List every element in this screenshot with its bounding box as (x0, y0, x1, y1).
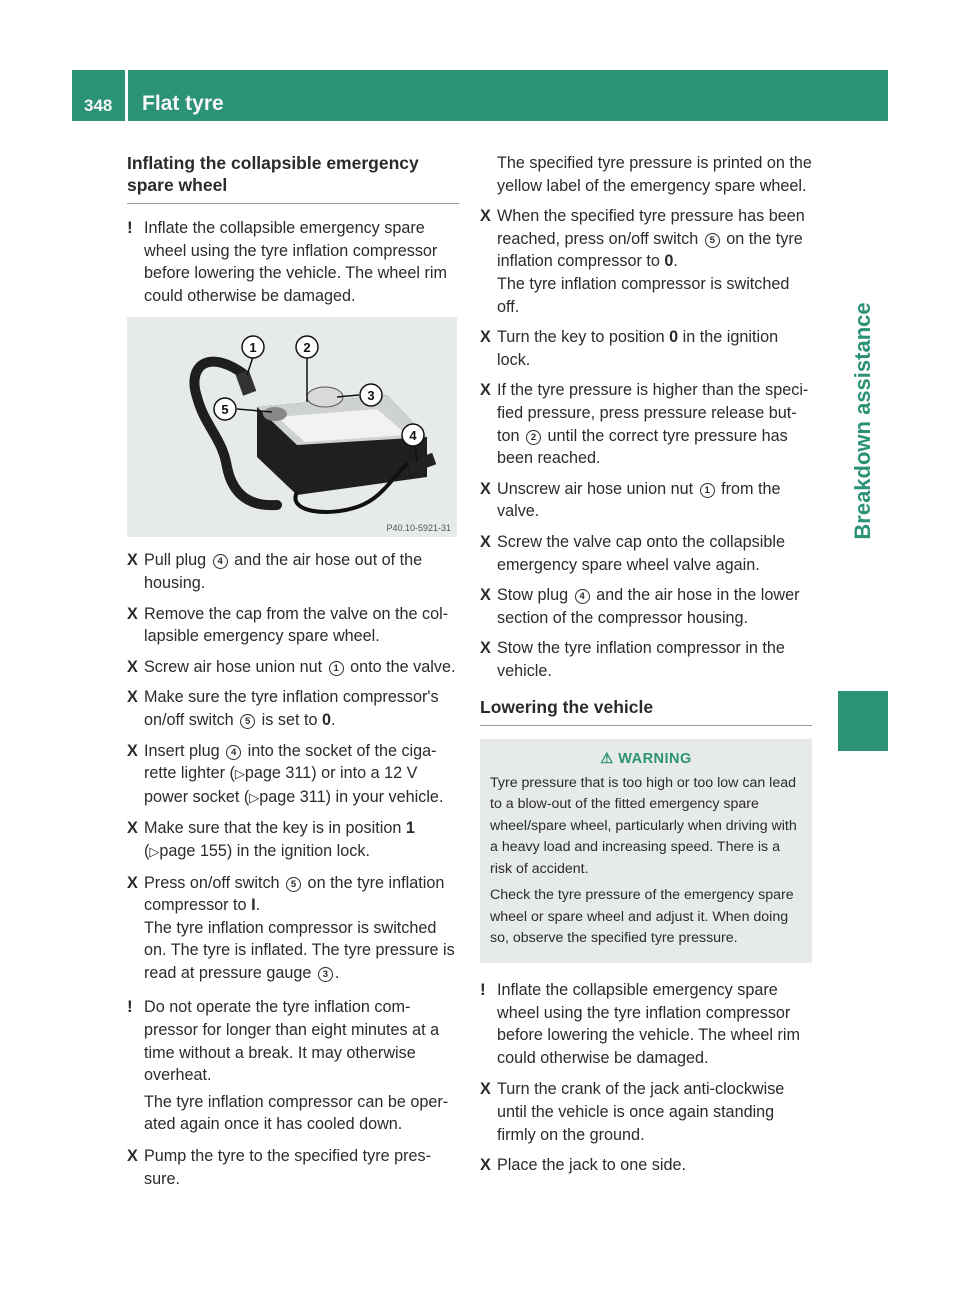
step-press-switch: X Press on/off switch 5 on the tyre inflation compressor to I. The tyre inflation compressor is switched on. The tyre is inflated. The tyre pressure is read at pressure gauge 3 . (127, 873, 455, 982)
step-turn-crank: X Turn the crank of the jack anti-clockwise until the vehicle is once again standing firmly on the ground. (480, 1080, 785, 1144)
right-column (480, 152, 812, 1185)
svg-text:4: 4 (409, 428, 417, 444)
step-place-jack: X Place the jack to one side. (480, 1156, 686, 1175)
section-heading-inflating: Inflating the collapsible emergency spare wheel (127, 152, 459, 204)
step-screw-nut: X Screw air hose union nut 1 onto the valve. (127, 657, 456, 676)
svg-text:5: 5 (221, 402, 229, 418)
caution-icon: ! (127, 997, 133, 1017)
step-marker: X (127, 551, 138, 570)
page-number: 348 (84, 96, 113, 115)
caution-icon: ! (480, 979, 486, 999)
section-heading-lowering: Lowering the vehicle (480, 696, 812, 726)
callout-5 (214, 398, 236, 420)
warning-text-1: Tyre pressure that is too high or too low can lead to a blow-out of the fitted emergency spare wheel/spare wheel, particularly when driving with a heavy load and increasing speed. There is a risk of accident. (490, 774, 797, 877)
svg-text:2: 2 (303, 340, 311, 356)
step-key-position: X Make sure that the key is in position 1 (▷page 155) in the ignition lock. (127, 819, 415, 860)
figure-code: P40.10-5921-31 (386, 523, 451, 534)
warning-text-2: Check the tyre pressure of the emergency spare wheel or spare wheel and adjust it. When doing so, observe the specified tyre pressure. (490, 887, 794, 947)
warning-box (480, 739, 812, 963)
step-stow-compressor: X Stow the tyre inflation compressor in the vehicle. (480, 639, 785, 680)
step-stow-plug: X Stow plug 4 and the air hose in the lower section of the compressor housing. (480, 586, 800, 627)
step-turn-key: X Turn the key to position 0 in the ignition lock. (480, 328, 779, 369)
callout-3 (360, 384, 382, 406)
caution-text: Inflate the collapsible emergency spare wheel using the tyre inflation compressor before lowering the vehicle. The wheel rim could otherwise be damaged. (144, 219, 447, 305)
step-switch-off: X When the specified tyre pressure has been reached, press on/off switch 5 on the tyre inflation compressor to 0. The tyre inflation compressor is switched off. (480, 207, 805, 316)
compressor-figure (127, 317, 457, 537)
callout-2 (296, 336, 318, 358)
svg-text:3: 3 (367, 388, 375, 404)
circle-4: 4 (213, 554, 228, 569)
step-release-pressure: X If the tyre pressure is higher than the speci- fied pressure, press pressure release but- ton 2 until the correct tyre pressure has been reached. (480, 381, 809, 468)
svg-text:1: 1 (249, 340, 257, 356)
compressor-illustration (127, 317, 457, 537)
header-divider (125, 70, 128, 121)
warning-triangle-icon: ⚠ (600, 751, 614, 768)
step-screw-cap: X Screw the valve cap onto the collapsible emergency spare wheel valve again. (480, 532, 785, 574)
caution-icon: ! (127, 218, 133, 237)
step-pull-plug: X Pull plug 4 and the air hose out of the housing. (127, 551, 423, 592)
side-tab-marker (838, 691, 888, 751)
step-insert-plug: X Insert plug 4 into the socket of the ciga- rette lighter (▷page 311) or into a 12 V power socket (▷page 311) in your vehicle. (127, 741, 444, 806)
pageref-icon: ▷ (234, 766, 245, 782)
page-title: Flat tyre (142, 92, 224, 115)
caution-note-duration: ! Do not operate the tyre inflation com- pressor for longer than eight minutes at a time without a break. It may otherwise overheat. The tyre inflation compressor can be oper- ated again once it has cooled down. (127, 997, 449, 1134)
warning-heading: ⚠ WARNING (600, 751, 692, 768)
side-tab-label: Breakdown assistance (850, 302, 875, 540)
side-tab (838, 121, 888, 691)
caution-note-lowering: ! Inflate the collapsible emergency spare wheel using the tyre inflation compressor before lowering the vehicle. The wheel rim could otherwise be damaged. (480, 979, 800, 1067)
left-column (127, 152, 459, 1198)
step-check-switch: X Make sure the tyre inflation compressor's on/off switch 5 is set to 0. (127, 688, 439, 729)
step-pump-tyre: X Pump the tyre to the specified tyre pres- sure. (127, 1147, 432, 1188)
step-remove-cap: X Remove the cap from the valve on the col- lapsible emergency spare wheel. (127, 604, 449, 646)
callout-1 (242, 336, 264, 358)
pressure-label-info: The specified tyre pressure is printed on the yellow label of the emergency spare wheel. (497, 154, 812, 195)
caution-note (127, 217, 459, 307)
callout-4 (402, 424, 424, 446)
page-header (72, 70, 888, 121)
step-unscrew-nut: X Unscrew air hose union nut 1 from the valve. (480, 479, 781, 521)
